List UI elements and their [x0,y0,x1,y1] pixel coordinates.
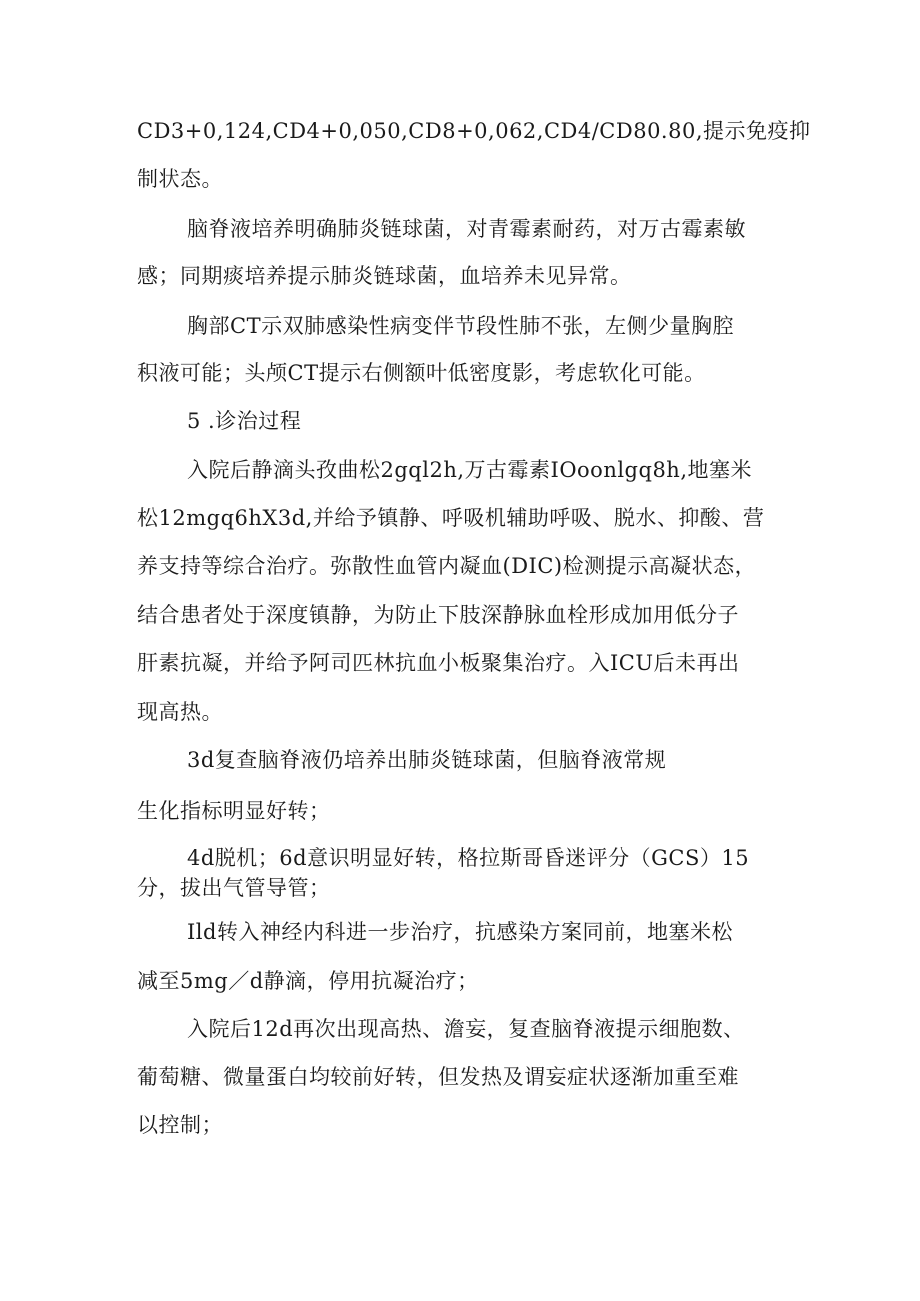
text-line: 胸部CT示双肺感染性病变伴节段性肺不张，左侧少量胸腔 [187,314,735,338]
text-line: 葡萄糖、微量蛋白均较前好转，但发热及谓妄症状逐渐加重至难 [137,1065,739,1089]
text-line: 养支持等综合治疗。弥散性血管内凝血(DIC)检测提示高凝状态， [137,554,757,578]
text-line: 入院后静滴头孜曲松2gql2h,万古霉素IOoonlgq8h,地塞米 [187,458,753,482]
text-line: 松12mgq6hX3d,并给予镇静、呼吸机辅助呼吸、脱水、抑酸、营 [137,506,765,530]
text-line: 以控制； [137,1113,223,1137]
text-line: Ild转入神经内科进一步治疗，抗感染方案同前，地塞米松 [187,920,733,944]
text-line: 脑脊液培养明确肺炎链球菌，对青霉素耐药，对万古霉素敏 [187,217,746,241]
text-line: 分，拔出气管导管； [137,876,331,900]
text-line: 入院后12d再次出现高热、澹妄，复查脑脊液提示细胞数、 [187,1017,745,1041]
text-line: 3d复查脑脊液仍培养出肺炎链球菌，但脑脊液常规 [187,748,667,772]
text-line: 4d脱机；6d意识明显好转，格拉斯哥昏迷评分（GCS）15 [187,846,750,870]
text-line: 结合患者处于深度镇静，为防止下肢深静脉血栓形成加用低分子 [137,603,739,627]
text-line: 制状态。 [137,167,223,191]
text-line: 现高热。 [137,700,223,724]
text-line: 生化指标明显好转； [137,799,331,823]
text-line: 感；同期痰培养提示肺炎链球菌，血培养未见异常。 [137,264,632,288]
section-heading: 5 .诊治过程 [187,409,302,433]
text-line: CD3+0,124,CD4+0,050,CD8+0,062,CD4/CD80.80,提示免疫抑 [137,119,811,143]
text-line: 肝素抗凝，并给予阿司匹林抗血小板聚集治疗。入ICU后未再出 [137,651,740,675]
text-line: 减至5mg／d静滴，停用抗凝治疗； [137,969,479,993]
text-line: 积液可能；头颅CT提示右侧额叶低密度影，考虑软化可能。 [137,361,706,385]
